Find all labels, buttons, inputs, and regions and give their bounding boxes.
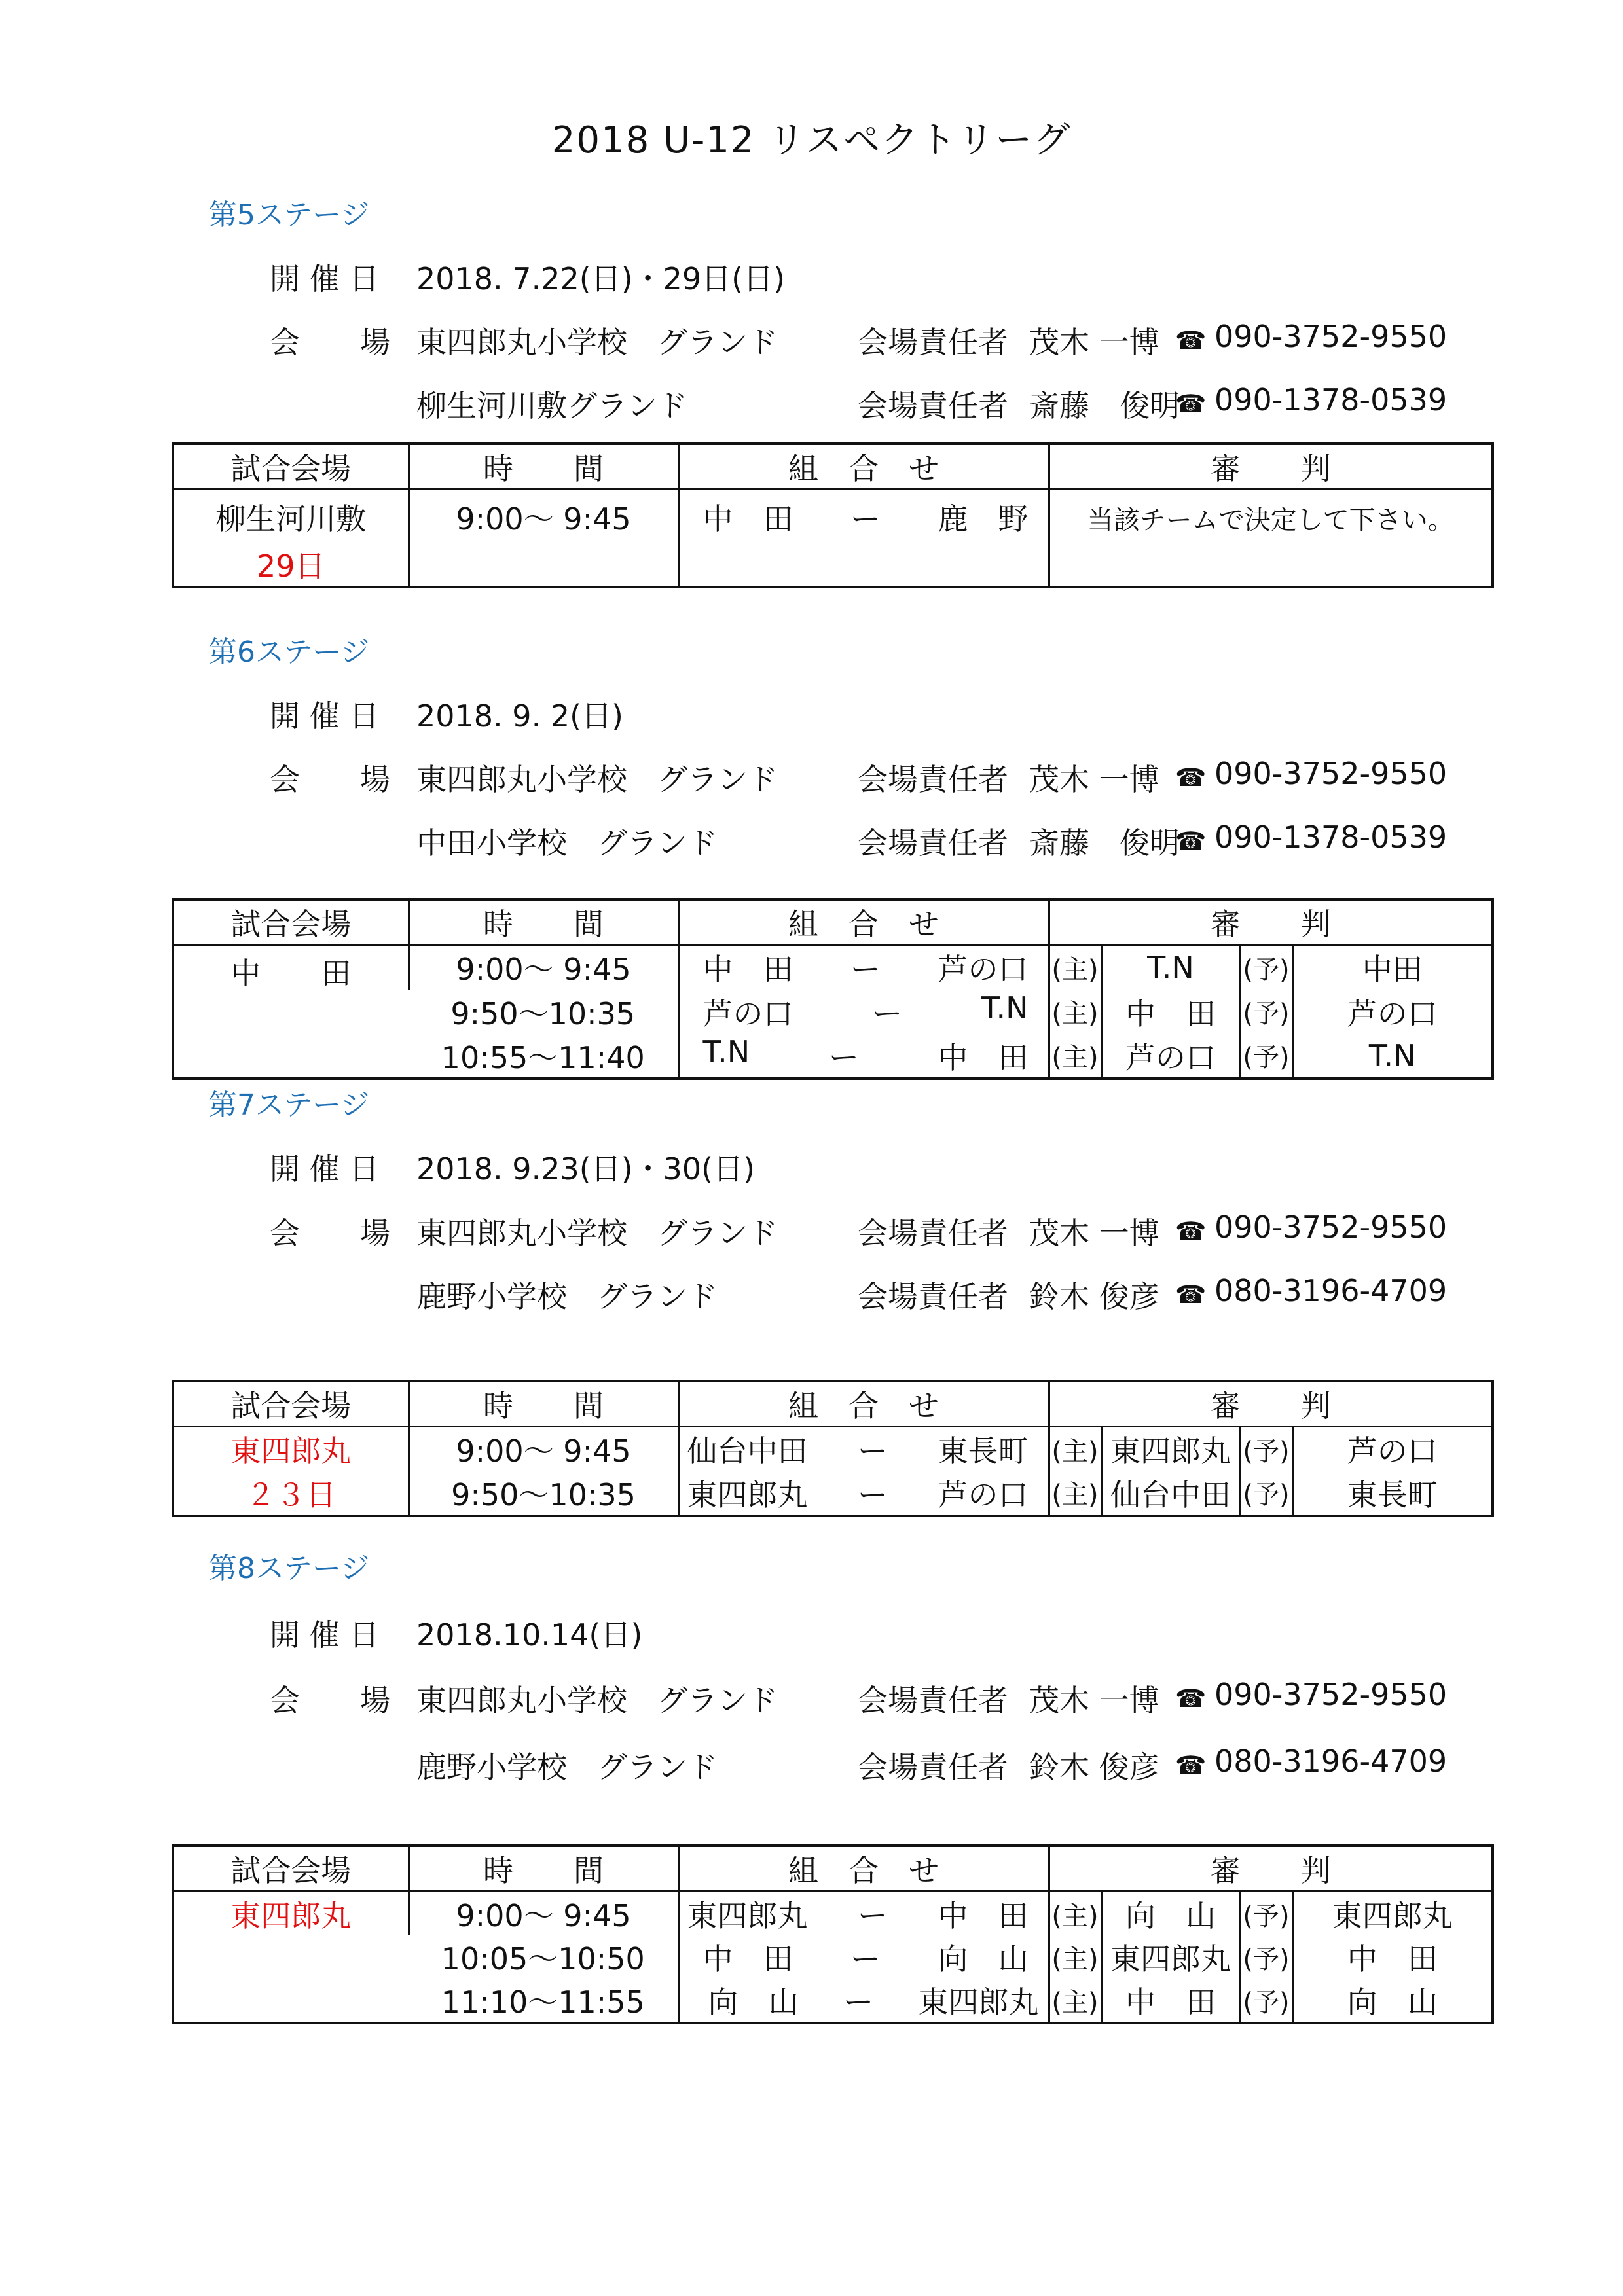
- main-ref-mark: (主): [1049, 1034, 1101, 1079]
- th-time: 時 間: [409, 444, 678, 490]
- vs-dash: ー: [858, 1477, 888, 1513]
- stage7-venue1: 東四郎丸小学校 グランド: [416, 1215, 778, 1251]
- team-a: 仙台中田: [687, 1433, 808, 1469]
- stage5-phone2: 090-1378-0539: [1214, 382, 1448, 418]
- stage6-schedule-table: [172, 898, 1494, 1080]
- sub-referee: 芦の口: [1292, 990, 1493, 1034]
- sub-referee: T.N: [1292, 1034, 1493, 1079]
- th-time: 時 間: [409, 899, 678, 945]
- stage6-venue1: 東四郎丸小学校 グランド: [416, 762, 778, 797]
- stage5-date: 2018. 7.22(日)・29日(日): [416, 261, 786, 296]
- team-a: 中 田: [702, 1941, 793, 1977]
- stage7-date-key: 開 催 日: [270, 1151, 380, 1187]
- stage6-resp-key2: 会場責任者: [858, 825, 1008, 861]
- th-time: 時 間: [409, 1846, 678, 1892]
- main-ref-mark: (主): [1049, 1892, 1101, 1936]
- stage6-date-key: 開 催 日: [270, 698, 380, 734]
- main-referee: 中 田: [1101, 1979, 1240, 2023]
- stage5-resp2: 斎藤 俊明: [1029, 388, 1180, 423]
- table-day: 29日: [256, 548, 325, 584]
- stage5-date-key: 開 催 日: [270, 261, 380, 296]
- main-ref-mark: (主): [1049, 1471, 1101, 1516]
- stage6-heading: 第6ステージ: [208, 636, 370, 669]
- stage6-venue-key: 会 場: [270, 762, 390, 797]
- stage5-heading: 第5ステージ: [208, 198, 370, 232]
- stage7-schedule-table: [172, 1380, 1494, 1517]
- match-time: 9:50～10:35: [409, 1471, 678, 1516]
- team-a: 中 田: [702, 501, 793, 537]
- stage6-phone2: 090-1378-0539: [1214, 819, 1448, 855]
- stage5-venue1: 東四郎丸小学校 グランド: [416, 325, 778, 360]
- sub-ref-mark: (予): [1240, 990, 1292, 1034]
- table-day: ２３日: [246, 1477, 337, 1513]
- team-a: 向 山: [708, 1984, 799, 2020]
- vs-dash: ー: [828, 1039, 859, 1075]
- th-match: 組 合 せ: [678, 444, 1049, 490]
- sub-referee: 中 田: [1292, 1935, 1493, 1979]
- th-match: 組 合 せ: [678, 1846, 1049, 1892]
- stage5-venue-key: 会 場: [270, 325, 390, 360]
- match-time: 9:00～ 9:45: [409, 945, 678, 990]
- table-venue: 柳生河川敷: [215, 501, 367, 537]
- table-venue: 東四郎丸: [230, 1898, 352, 1933]
- sub-ref-mark: (予): [1240, 1979, 1292, 2023]
- team-b: 中 田: [938, 1039, 1029, 1075]
- stage5-resp-key2: 会場責任者: [858, 388, 1008, 423]
- stage8-resp2: 鈴木 俊彦: [1029, 1749, 1159, 1785]
- page-title: 2018 U-12 リスペクトリーグ: [551, 119, 1072, 162]
- stage7-resp1: 茂木 一博: [1029, 1215, 1159, 1251]
- vs-dash: ー: [850, 952, 881, 988]
- match-time: 10:05～10:50: [441, 1941, 645, 1977]
- stage8-venue2: 鹿野小学校 グランド: [416, 1749, 718, 1785]
- main-referee: 東四郎丸: [1101, 1935, 1240, 1979]
- th-venue: 試合会場: [173, 899, 409, 945]
- th-venue: 試合会場: [173, 1846, 409, 1892]
- vs-dash: ー: [850, 501, 881, 537]
- vs-dash: ー: [858, 1433, 888, 1469]
- stage5-resp-key1: 会場責任者: [858, 325, 1008, 360]
- phone-icon: ☎: [1175, 326, 1207, 355]
- stage6-phone1: 090-3752-9550: [1214, 756, 1448, 791]
- th-ref: 審 判: [1049, 1381, 1493, 1427]
- stage5-resp1: 茂木 一博: [1029, 325, 1159, 360]
- vs-dash: ー: [843, 1984, 873, 2020]
- stage8-phone1: 090-3752-9550: [1214, 1677, 1448, 1712]
- phone-icon: ☎: [1175, 1751, 1207, 1780]
- match-time: 9:00～ 9:45: [409, 1892, 678, 1936]
- main-ref-mark: (主): [1049, 990, 1101, 1034]
- team-b: 芦の口: [938, 1477, 1029, 1513]
- stage8-resp-key1: 会場責任者: [858, 1683, 1008, 1718]
- team-b: 向 山: [938, 1941, 1029, 1977]
- stage6-resp2: 斎藤 俊明: [1029, 825, 1180, 861]
- phone-icon: ☎: [1175, 1280, 1207, 1309]
- team-a: T.N: [702, 1033, 750, 1069]
- team-b: T.N: [981, 990, 1029, 1026]
- team-b: 東長町: [938, 1433, 1029, 1469]
- main-referee: T.N: [1101, 945, 1240, 990]
- phone-icon: ☎: [1175, 389, 1207, 418]
- team-b: 鹿 野: [938, 501, 1029, 537]
- main-ref-mark: (主): [1049, 945, 1101, 990]
- sub-ref-mark: (予): [1240, 1471, 1292, 1516]
- sub-ref-mark: (予): [1240, 945, 1292, 990]
- stage5-venue2: 柳生河川敷グランド: [416, 388, 687, 423]
- sub-ref-mark: (予): [1240, 1427, 1292, 1471]
- th-venue: 試合会場: [173, 1381, 409, 1427]
- phone-icon: ☎: [1175, 763, 1207, 792]
- stage8-resp1: 茂木 一博: [1029, 1683, 1159, 1718]
- stage8-venue-key: 会 場: [270, 1683, 390, 1718]
- phone-icon: ☎: [1175, 1684, 1207, 1713]
- stage8-date: 2018.10.14(日): [416, 1617, 643, 1653]
- sub-referee: 向 山: [1292, 1979, 1493, 2023]
- vs-dash: ー: [850, 1941, 881, 1977]
- th-match: 組 合 せ: [678, 1381, 1049, 1427]
- main-referee: 仙台中田: [1101, 1471, 1240, 1516]
- stage6-venue2: 中田小学校 グランド: [416, 825, 718, 861]
- th-ref: 審 判: [1049, 444, 1493, 490]
- stage7-resp-key1: 会場責任者: [858, 1215, 1008, 1251]
- th-ref: 審 判: [1049, 1846, 1493, 1892]
- sub-referee: 東四郎丸: [1292, 1892, 1493, 1936]
- team-a: 中 田: [702, 952, 793, 988]
- stage5-phone1: 090-3752-9550: [1214, 319, 1448, 354]
- team-b: 東四郎丸: [918, 1984, 1039, 2020]
- th-time: 時 間: [409, 1381, 678, 1427]
- table-venue: 東四郎丸: [230, 1433, 352, 1469]
- stage8-phone2: 080-3196-4709: [1214, 1744, 1448, 1779]
- stage6-resp1: 茂木 一博: [1029, 762, 1159, 797]
- main-referee: 東四郎丸: [1101, 1427, 1240, 1471]
- stage8-schedule-table: [172, 1844, 1494, 2024]
- sub-referee: 東長町: [1292, 1471, 1493, 1516]
- match-time: 11:10～11:55: [441, 1984, 645, 2020]
- match-time: 9:00～ 9:45: [409, 490, 678, 588]
- vs-dash: ー: [858, 1898, 888, 1933]
- stage8-venue1: 東四郎丸小学校 グランド: [416, 1683, 778, 1718]
- match-time: 9:50～10:35: [450, 996, 636, 1031]
- sub-referee: 芦の口: [1292, 1427, 1493, 1471]
- sub-ref-mark: (予): [1240, 1892, 1292, 1936]
- main-referee: 向 山: [1101, 1892, 1240, 1936]
- sub-ref-mark: (予): [1240, 1935, 1292, 1979]
- main-ref-mark: (主): [1049, 1979, 1101, 2023]
- team-b: 芦の口: [938, 952, 1029, 988]
- team-b: 中 田: [938, 1898, 1029, 1933]
- stage7-resp2: 鈴木 俊彦: [1029, 1279, 1159, 1314]
- th-venue: 試合会場: [173, 444, 409, 490]
- th-match: 組 合 せ: [678, 899, 1049, 945]
- stage7-phone1: 090-3752-9550: [1214, 1210, 1448, 1245]
- team-a: 芦の口: [702, 996, 793, 1031]
- th-ref: 審 判: [1049, 899, 1493, 945]
- stage8-resp-key2: 会場責任者: [858, 1749, 1008, 1785]
- main-ref-mark: (主): [1049, 1427, 1101, 1471]
- stage7-resp-key2: 会場責任者: [858, 1279, 1008, 1314]
- stage7-phone2: 080-3196-4709: [1214, 1273, 1448, 1308]
- stage6-resp-key1: 会場責任者: [858, 762, 1008, 797]
- team-a: 東四郎丸: [687, 1898, 808, 1933]
- table-venue: 中 田: [230, 956, 352, 991]
- main-ref-mark: (主): [1049, 1935, 1101, 1979]
- stage8-heading: 第8ステージ: [208, 1552, 370, 1585]
- match-time: 10:55～11:40: [441, 1039, 645, 1075]
- team-a: 東四郎丸: [687, 1477, 808, 1513]
- stage6-date: 2018. 9. 2(日): [416, 698, 623, 734]
- stage5-schedule-table: [172, 442, 1494, 588]
- ref-note: 当該チームで決定して下さい。: [1049, 490, 1493, 588]
- main-referee: 中 田: [1101, 990, 1240, 1034]
- match-time: 9:00～ 9:45: [409, 1427, 678, 1471]
- stage7-venue-key: 会 場: [270, 1215, 390, 1251]
- stage7-heading: 第7ステージ: [208, 1088, 370, 1122]
- sub-referee: 中田: [1292, 945, 1493, 990]
- phone-icon: ☎: [1175, 1217, 1207, 1246]
- phone-icon: ☎: [1175, 827, 1207, 855]
- sub-ref-mark: (予): [1240, 1034, 1292, 1079]
- stage7-venue2: 鹿野小学校 グランド: [416, 1279, 718, 1314]
- stage7-date: 2018. 9.23(日)・30(日): [416, 1151, 756, 1187]
- stage8-date-key: 開 催 日: [270, 1617, 380, 1653]
- main-referee: 芦の口: [1101, 1034, 1240, 1079]
- vs-dash: ー: [872, 996, 903, 1031]
